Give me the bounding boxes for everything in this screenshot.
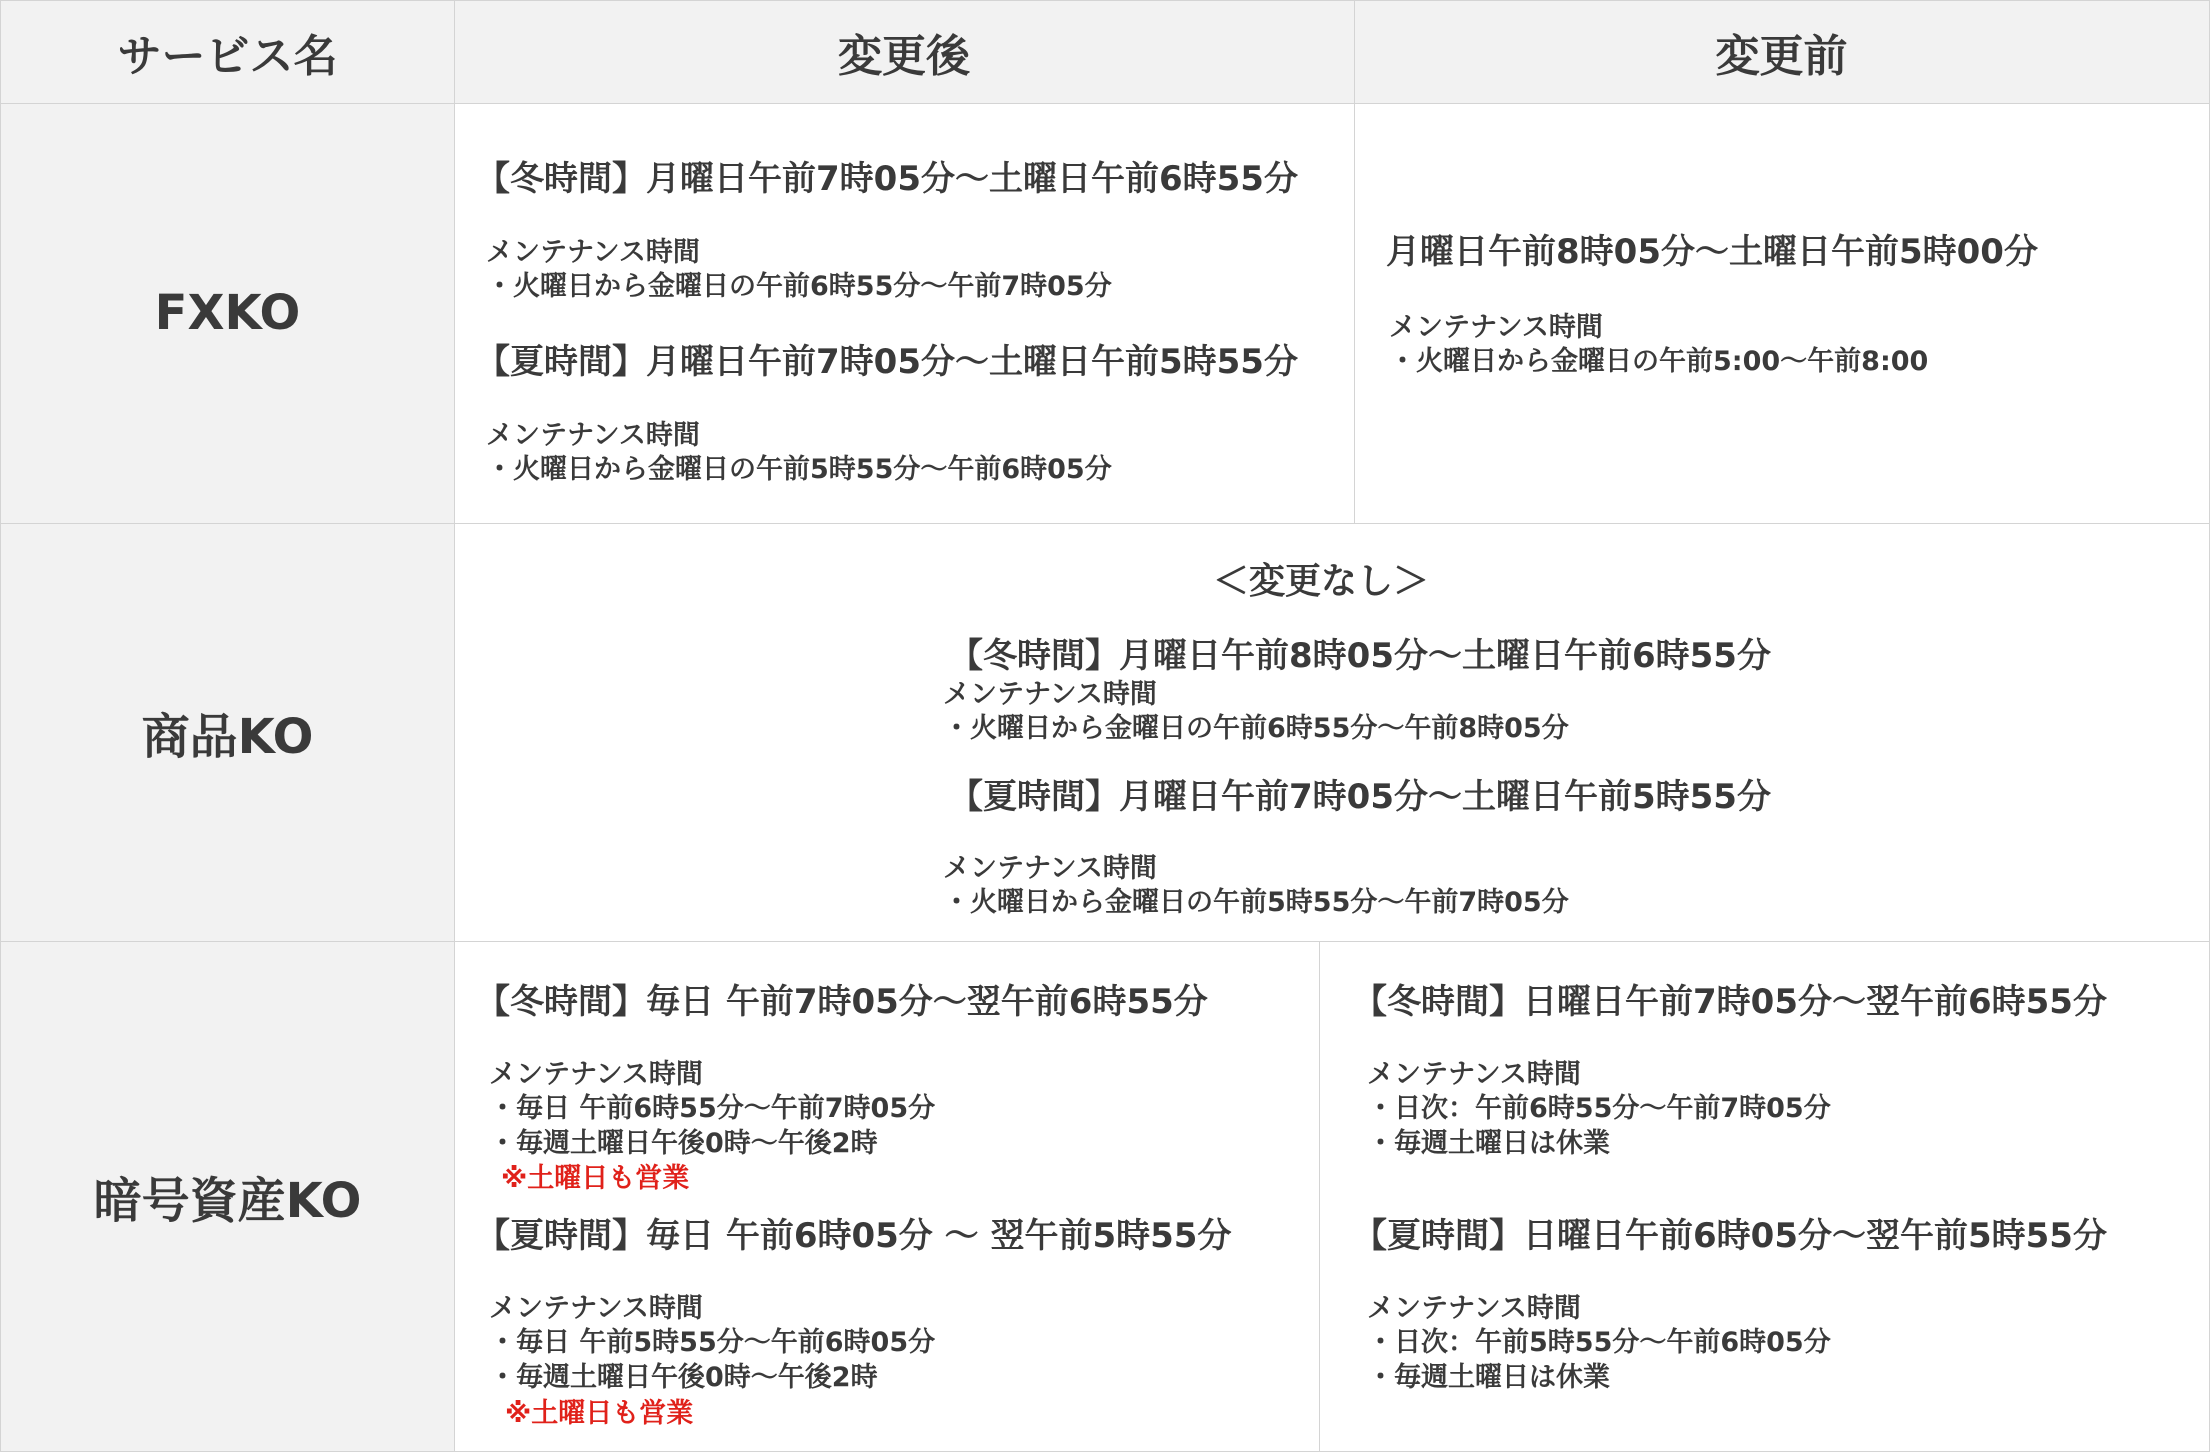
- crypto-before-summer-maint-1: ・日次：午前5時55分～午前6時05分: [1367, 1327, 1831, 1358]
- crypto-before-winter-maint-label: メンテナンス時間: [1367, 1059, 1581, 1090]
- crypto-after-winter-maint-1: ・毎日 午前6時55分～午前7時05分: [489, 1093, 936, 1124]
- divider: [1354, 1, 1355, 523]
- header-service-name: サービス名: [1, 1, 454, 103]
- fxko-before-maint: ・火曜日から金曜日の午前5:00～午前8:00: [1389, 346, 1929, 377]
- crypto-before-winter: 【冬時間】日曜日午前7時05分～翌午前6時55分: [1353, 982, 2107, 1022]
- crypto-after-winter-maint-label: メンテナンス時間: [489, 1059, 703, 1090]
- shohin-winter-maint-label: メンテナンス時間: [943, 679, 1157, 710]
- shohin-summer-maint-label: メンテナンス時間: [943, 853, 1157, 884]
- crypto-after-summer-maint-1: ・毎日 午前5時55分～午前6時05分: [489, 1327, 936, 1358]
- fxko-before-maint-label: メンテナンス時間: [1389, 312, 1603, 343]
- header-before: 変更前: [1354, 1, 2209, 103]
- shohin-summer-maint: ・火曜日から金曜日の午前5時55分～午前7時05分: [943, 887, 1569, 918]
- shohin-winter-maint: ・火曜日から金曜日の午前6時55分～午前8時05分: [943, 713, 1569, 744]
- shohin-summer: 【夏時間】月曜日午前7時05分～土曜日午前5時55分: [949, 777, 1771, 817]
- crypto-before-summer-maint-label: メンテナンス時間: [1367, 1293, 1581, 1324]
- divider: [1, 941, 2209, 942]
- crypto-before-summer-maint-2: ・毎週土曜日は休業: [1367, 1362, 1610, 1393]
- fxko-after-summer: 【夏時間】月曜日午前7時05分～土曜日午前5時55分: [476, 342, 1298, 382]
- divider: [1319, 941, 1320, 1451]
- divider: [1, 523, 2209, 524]
- fxko-after-summer-maint: ・火曜日から金曜日の午前5時55分～午前6時05分: [486, 454, 1112, 485]
- crypto-after-winter-note: ※土曜日も営業: [501, 1163, 690, 1194]
- crypto-after-summer-note: ※土曜日も営業: [505, 1398, 694, 1429]
- crypto-before-winter-maint-2: ・毎週土曜日は休業: [1367, 1128, 1610, 1159]
- fxko-after-winter-maint-label: メンテナンス時間: [486, 237, 700, 268]
- crypto-after-winter-maint-2: ・毎週土曜日午後0時～午後2時: [489, 1128, 878, 1159]
- fxko-after-winter: 【冬時間】月曜日午前7時05分～土曜日午前6時55分: [476, 159, 1298, 199]
- crypto-before-summer: 【夏時間】日曜日午前6時05分～翌午前5時55分: [1353, 1216, 2107, 1256]
- crypto-after-summer: 【夏時間】毎日 午前6時05分 ～ 翌午前5時55分: [476, 1216, 1232, 1256]
- crypto-after-summer-maint-label: メンテナンス時間: [489, 1293, 703, 1324]
- service-name-crypto: 暗号資産KO: [1, 941, 454, 1451]
- divider: [454, 1, 455, 1451]
- crypto-before-winter-maint-1: ・日次：午前6時55分～午前7時05分: [1367, 1093, 1831, 1124]
- header-after: 変更後: [454, 1, 1354, 103]
- shohin-winter: 【冬時間】月曜日午前8時05分～土曜日午前6時55分: [949, 636, 1771, 676]
- crypto-after-summer-maint-2: ・毎週土曜日午後0時～午後2時: [489, 1362, 878, 1393]
- divider: [1, 103, 2209, 104]
- fxko-before-hours: 月曜日午前8時05分～土曜日午前5時00分: [1386, 232, 2038, 272]
- crypto-after-winter: 【冬時間】毎日 午前7時05分～翌午前6時55分: [476, 982, 1208, 1022]
- fxko-after-summer-maint-label: メンテナンス時間: [486, 420, 700, 451]
- shohin-no-change: ＜変更なし＞: [1213, 561, 1430, 602]
- service-name-fxko: FXKO: [1, 103, 454, 523]
- service-name-shohin: 商品KO: [1, 523, 454, 941]
- fxko-after-winter-maint: ・火曜日から金曜日の午前6時55分～午前7時05分: [486, 271, 1112, 302]
